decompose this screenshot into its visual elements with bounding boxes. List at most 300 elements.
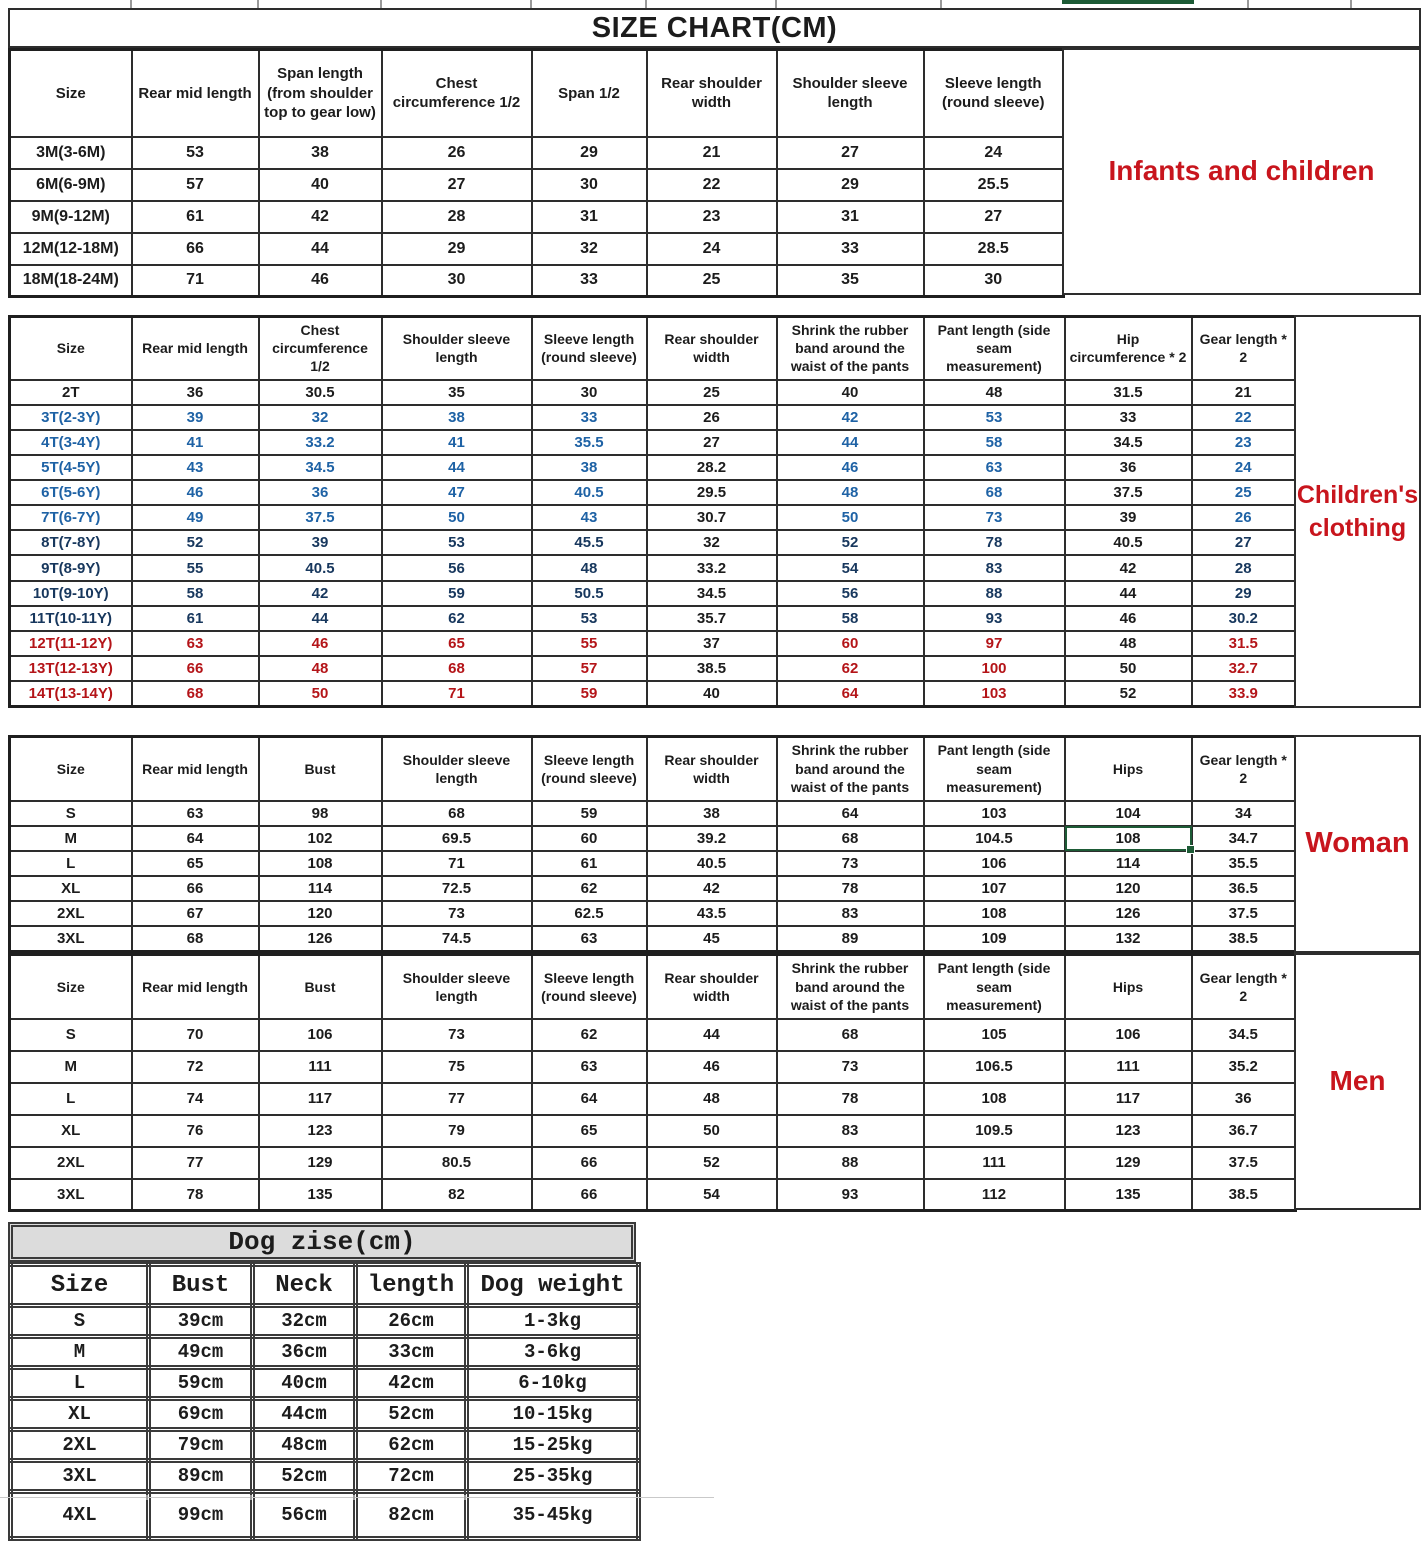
value-cell[interactable]: 129 <box>1065 1147 1192 1179</box>
value-cell[interactable]: 42 <box>259 581 382 606</box>
value-cell[interactable]: 40 <box>259 169 382 201</box>
value-cell[interactable]: 29.5 <box>647 480 777 505</box>
value-cell[interactable]: 29 <box>532 137 647 169</box>
value-cell[interactable]: 71 <box>132 265 259 297</box>
value-cell[interactable]: 30 <box>532 169 647 201</box>
value-cell[interactable]: 82cm <box>356 1492 467 1539</box>
value-cell[interactable]: 48 <box>532 555 647 580</box>
value-cell[interactable]: 28 <box>382 201 532 233</box>
value-cell[interactable]: 66 <box>132 233 259 265</box>
section-label-children[interactable]: Children's clothing <box>1294 315 1421 708</box>
value-cell[interactable]: 22 <box>647 169 777 201</box>
value-cell[interactable]: 104.5 <box>924 826 1065 851</box>
value-cell[interactable]: 40 <box>647 681 777 706</box>
value-cell[interactable]: 39 <box>1065 505 1192 530</box>
value-cell[interactable]: 43 <box>132 455 259 480</box>
value-cell[interactable]: 120 <box>259 901 382 926</box>
size-cell[interactable]: S <box>10 801 132 826</box>
value-cell[interactable]: 68 <box>132 926 259 951</box>
value-cell[interactable]: 98 <box>259 801 382 826</box>
size-cell[interactable]: L <box>10 1083 132 1115</box>
section-label-infants[interactable]: Infants and children <box>1062 48 1421 295</box>
value-cell[interactable]: 24 <box>1192 455 1296 480</box>
value-cell[interactable]: 64 <box>777 801 924 826</box>
value-cell[interactable]: 24 <box>924 137 1064 169</box>
value-cell[interactable]: 132 <box>1065 926 1192 951</box>
column-header[interactable]: Shoulder sleeve length <box>382 955 532 1019</box>
value-cell[interactable]: 78 <box>777 1083 924 1115</box>
size-cell[interactable]: M <box>10 1051 132 1083</box>
value-cell[interactable]: 58 <box>777 606 924 631</box>
value-cell[interactable]: 33.2 <box>259 430 382 455</box>
value-cell[interactable]: 59 <box>382 581 532 606</box>
value-cell[interactable]: 40.5 <box>532 480 647 505</box>
value-cell[interactable]: 50 <box>777 505 924 530</box>
value-cell[interactable]: 106 <box>924 851 1065 876</box>
value-cell[interactable]: 40.5 <box>647 851 777 876</box>
value-cell[interactable]: 64 <box>777 681 924 706</box>
column-header[interactable]: Size <box>11 1265 149 1306</box>
value-cell[interactable]: 66 <box>132 656 259 681</box>
value-cell[interactable]: 1-3kg <box>467 1306 639 1337</box>
column-header[interactable]: Shrink the rubber band around the waist of the pants <box>777 737 924 801</box>
value-cell[interactable]: 26 <box>1192 505 1296 530</box>
value-cell[interactable]: 24 <box>647 233 777 265</box>
value-cell[interactable]: 21 <box>1192 380 1296 405</box>
value-cell[interactable]: 103 <box>924 801 1065 826</box>
value-cell[interactable]: 109 <box>924 926 1065 951</box>
value-cell[interactable]: 28.2 <box>647 455 777 480</box>
value-cell[interactable]: 57 <box>132 169 259 201</box>
value-cell[interactable]: 42 <box>647 876 777 901</box>
value-cell[interactable]: 55 <box>532 631 647 656</box>
value-cell[interactable]: 82 <box>382 1179 532 1211</box>
value-cell[interactable]: 123 <box>259 1115 382 1147</box>
value-cell[interactable]: 48 <box>259 656 382 681</box>
value-cell[interactable]: 55 <box>132 555 259 580</box>
value-cell[interactable]: 30.5 <box>259 380 382 405</box>
value-cell[interactable]: 73 <box>924 505 1065 530</box>
value-cell[interactable]: 73 <box>382 901 532 926</box>
value-cell[interactable]: 62 <box>777 656 924 681</box>
size-cell[interactable]: 2T <box>10 380 132 405</box>
value-cell[interactable]: 68 <box>382 801 532 826</box>
value-cell[interactable]: 40.5 <box>259 555 382 580</box>
value-cell[interactable]: 35.5 <box>532 430 647 455</box>
value-cell[interactable]: 88 <box>924 581 1065 606</box>
column-header[interactable]: Size <box>10 737 132 801</box>
value-cell[interactable]: 48 <box>777 480 924 505</box>
value-cell[interactable]: 77 <box>382 1083 532 1115</box>
value-cell[interactable]: 106 <box>1065 1019 1192 1051</box>
value-cell[interactable]: 75 <box>382 1051 532 1083</box>
value-cell[interactable]: 36.5 <box>1192 876 1296 901</box>
value-cell[interactable]: 33 <box>532 405 647 430</box>
value-cell[interactable]: 36 <box>1065 455 1192 480</box>
column-header[interactable]: Gear length * 2 <box>1192 955 1296 1019</box>
size-cell[interactable]: 2XL <box>10 1147 132 1179</box>
value-cell[interactable]: 29 <box>777 169 924 201</box>
section-label-woman[interactable]: Woman <box>1294 735 1421 953</box>
value-cell[interactable]: 37.5 <box>259 505 382 530</box>
value-cell[interactable]: 63 <box>924 455 1065 480</box>
value-cell[interactable]: 40.5 <box>1065 530 1192 555</box>
value-cell[interactable]: 10-15kg <box>467 1399 639 1430</box>
value-cell[interactable]: 50 <box>1065 656 1192 681</box>
size-cell[interactable]: M <box>11 1337 149 1368</box>
value-cell[interactable]: 22 <box>1192 405 1296 430</box>
value-cell[interactable]: 27 <box>924 201 1064 233</box>
value-cell[interactable]: 44 <box>259 233 382 265</box>
value-cell[interactable]: 103 <box>924 681 1065 706</box>
value-cell[interactable]: 78 <box>777 876 924 901</box>
value-cell[interactable]: 44 <box>259 606 382 631</box>
value-cell[interactable]: 97 <box>924 631 1065 656</box>
value-cell[interactable]: 41 <box>132 430 259 455</box>
value-cell[interactable]: 53 <box>924 405 1065 430</box>
value-cell[interactable]: 93 <box>924 606 1065 631</box>
size-cell[interactable]: 2XL <box>10 901 132 926</box>
size-cell[interactable]: 2XL <box>11 1430 149 1461</box>
size-cell[interactable]: 7T(6-7Y) <box>10 505 132 530</box>
value-cell[interactable]: 59 <box>532 681 647 706</box>
value-cell[interactable]: 42 <box>259 201 382 233</box>
value-cell[interactable]: 35 <box>382 380 532 405</box>
column-header[interactable]: Hips <box>1065 737 1192 801</box>
value-cell[interactable]: 38.5 <box>647 656 777 681</box>
value-cell[interactable]: 35-45kg <box>467 1492 639 1539</box>
value-cell[interactable]: 65 <box>532 1115 647 1147</box>
column-header[interactable]: Bust <box>259 955 382 1019</box>
size-cell[interactable]: 14T(13-14Y) <box>10 681 132 706</box>
size-cell[interactable]: 10T(9-10Y) <box>10 581 132 606</box>
size-cell[interactable]: 12T(11-12Y) <box>10 631 132 656</box>
value-cell[interactable]: 62 <box>382 606 532 631</box>
column-header[interactable]: Gear length * 2 <box>1192 317 1296 380</box>
size-cell[interactable]: L <box>10 851 132 876</box>
column-header[interactable]: Dog weight <box>467 1265 639 1306</box>
value-cell[interactable]: 129 <box>259 1147 382 1179</box>
value-cell[interactable]: 38 <box>259 137 382 169</box>
size-cell[interactable]: XL <box>10 876 132 901</box>
size-cell[interactable]: 5T(4-5Y) <box>10 455 132 480</box>
section-label-men[interactable]: Men <box>1294 953 1421 1210</box>
size-cell[interactable]: 3XL <box>10 1179 132 1211</box>
value-cell[interactable]: 27 <box>647 430 777 455</box>
value-cell[interactable]: 46 <box>1065 606 1192 631</box>
value-cell[interactable]: 37.5 <box>1065 480 1192 505</box>
size-cell[interactable]: 9M(9-12M) <box>10 201 132 233</box>
value-cell[interactable]: 52 <box>647 1147 777 1179</box>
value-cell[interactable]: 46 <box>259 631 382 656</box>
value-cell[interactable]: 61 <box>132 201 259 233</box>
value-cell[interactable]: 39cm <box>149 1306 253 1337</box>
value-cell[interactable]: 59cm <box>149 1368 253 1399</box>
column-header[interactable]: Rear mid length <box>132 317 259 380</box>
value-cell[interactable]: 38 <box>647 801 777 826</box>
value-cell[interactable]: 60 <box>777 631 924 656</box>
value-cell[interactable]: 26 <box>382 137 532 169</box>
size-cell[interactable]: XL <box>11 1399 149 1430</box>
value-cell[interactable]: 102 <box>259 826 382 851</box>
column-header[interactable]: Shrink the rubber band around the waist of the pants <box>777 317 924 380</box>
value-cell[interactable]: 50 <box>259 681 382 706</box>
value-cell[interactable]: 27 <box>777 137 924 169</box>
value-cell[interactable]: 66 <box>532 1179 647 1211</box>
value-cell[interactable]: 15-25kg <box>467 1430 639 1461</box>
value-cell[interactable]: 77 <box>132 1147 259 1179</box>
value-cell[interactable]: 34.5 <box>1192 1019 1296 1051</box>
value-cell[interactable]: 109.5 <box>924 1115 1065 1147</box>
value-cell[interactable]: 104 <box>1065 801 1192 826</box>
value-cell[interactable]: 42 <box>1065 555 1192 580</box>
value-cell[interactable]: 33cm <box>356 1337 467 1368</box>
value-cell[interactable]: 66 <box>132 876 259 901</box>
value-cell[interactable]: 41 <box>382 430 532 455</box>
value-cell[interactable]: 46 <box>132 480 259 505</box>
column-header[interactable]: Shoulder sleeve length <box>777 50 924 137</box>
value-cell[interactable]: 44 <box>647 1019 777 1051</box>
value-cell[interactable]: 69cm <box>149 1399 253 1430</box>
size-cell[interactable]: L <box>11 1368 149 1399</box>
value-cell[interactable]: 88 <box>777 1147 924 1179</box>
value-cell[interactable]: 40cm <box>253 1368 356 1399</box>
value-cell[interactable]: 38.5 <box>1192 926 1296 951</box>
value-cell[interactable]: 45.5 <box>532 530 647 555</box>
value-cell[interactable]: 78 <box>924 530 1065 555</box>
value-cell[interactable]: 61 <box>132 606 259 631</box>
value-cell[interactable]: 46 <box>259 265 382 297</box>
value-cell[interactable]: 29 <box>1192 581 1296 606</box>
size-cell[interactable]: 12M(12-18M) <box>10 233 132 265</box>
size-cell[interactable]: 9T(8-9Y) <box>10 555 132 580</box>
value-cell[interactable]: 108 <box>259 851 382 876</box>
value-cell[interactable]: 93 <box>777 1179 924 1211</box>
value-cell[interactable]: 120 <box>1065 876 1192 901</box>
column-header[interactable]: Pant length (side seam measurement) <box>924 317 1065 380</box>
column-header[interactable]: Shoulder sleeve length <box>382 737 532 801</box>
value-cell[interactable]: 25 <box>1192 480 1296 505</box>
value-cell[interactable]: 54 <box>647 1179 777 1211</box>
value-cell[interactable]: 28 <box>1192 555 1296 580</box>
value-cell[interactable]: 31.5 <box>1192 631 1296 656</box>
value-cell[interactable]: 43 <box>532 505 647 530</box>
value-cell[interactable]: 33.2 <box>647 555 777 580</box>
column-header[interactable]: Sleeve length (round sleeve) <box>924 50 1064 137</box>
value-cell[interactable]: 42 <box>777 405 924 430</box>
value-cell[interactable]: 76 <box>132 1115 259 1147</box>
value-cell[interactable]: 48 <box>1065 631 1192 656</box>
value-cell[interactable]: 29 <box>382 233 532 265</box>
column-header[interactable]: Chest circumference 1/2 <box>259 317 382 380</box>
value-cell[interactable]: 26 <box>647 405 777 430</box>
value-cell[interactable]: 67 <box>132 901 259 926</box>
value-cell[interactable]: 30.2 <box>1192 606 1296 631</box>
value-cell[interactable]: 135 <box>1065 1179 1192 1211</box>
value-cell[interactable]: 25 <box>647 380 777 405</box>
value-cell[interactable]: 58 <box>924 430 1065 455</box>
value-cell[interactable]: 83 <box>777 901 924 926</box>
value-cell[interactable]: 53 <box>382 530 532 555</box>
column-header[interactable]: Shoulder sleeve length <box>382 317 532 380</box>
size-cell[interactable]: 13T(12-13Y) <box>10 656 132 681</box>
column-header[interactable]: Span length (from shoulder top to gear low) <box>259 50 382 137</box>
value-cell[interactable]: 57 <box>532 656 647 681</box>
value-cell[interactable]: 21 <box>647 137 777 169</box>
column-header[interactable]: Span 1/2 <box>532 50 647 137</box>
value-cell[interactable]: 48 <box>924 380 1065 405</box>
value-cell[interactable]: 23 <box>647 201 777 233</box>
value-cell[interactable]: 68 <box>777 1019 924 1051</box>
value-cell[interactable]: 61 <box>532 851 647 876</box>
value-cell[interactable]: 35.2 <box>1192 1051 1296 1083</box>
value-cell[interactable]: 111 <box>924 1147 1065 1179</box>
column-header[interactable]: Bust <box>259 737 382 801</box>
value-cell[interactable]: 45 <box>647 926 777 951</box>
value-cell[interactable]: 71 <box>382 851 532 876</box>
value-cell[interactable]: 34.7 <box>1192 826 1296 851</box>
value-cell[interactable]: 126 <box>1065 901 1192 926</box>
size-cell[interactable]: 11T(10-11Y) <box>10 606 132 631</box>
value-cell[interactable]: 30.7 <box>647 505 777 530</box>
size-cell[interactable]: S <box>10 1019 132 1051</box>
value-cell[interactable]: 33 <box>777 233 924 265</box>
value-cell[interactable]: 65 <box>382 631 532 656</box>
value-cell[interactable]: 117 <box>259 1083 382 1115</box>
value-cell[interactable]: 112 <box>924 1179 1065 1211</box>
size-cell[interactable]: M <box>10 826 132 851</box>
value-cell[interactable]: 108 <box>924 901 1065 926</box>
value-cell[interactable]: 89 <box>777 926 924 951</box>
column-header[interactable]: Size <box>10 317 132 380</box>
value-cell[interactable]: 62.5 <box>532 901 647 926</box>
value-cell[interactable]: 25-35kg <box>467 1461 639 1492</box>
value-cell[interactable]: 27 <box>1192 530 1296 555</box>
size-cell[interactable]: 4XL <box>11 1492 149 1539</box>
value-cell[interactable]: 38 <box>382 405 532 430</box>
value-cell[interactable]: 37.5 <box>1192 1147 1296 1179</box>
value-cell[interactable]: 106.5 <box>924 1051 1065 1083</box>
value-cell[interactable]: 52 <box>132 530 259 555</box>
column-header[interactable]: Chest circumference 1/2 <box>382 50 532 137</box>
value-cell[interactable]: 83 <box>777 1115 924 1147</box>
value-cell[interactable]: 34.5 <box>1065 430 1192 455</box>
value-cell[interactable]: 79cm <box>149 1430 253 1461</box>
column-header[interactable]: Gear length * 2 <box>1192 737 1296 801</box>
column-header[interactable]: Size <box>10 50 132 137</box>
value-cell[interactable]: 105 <box>924 1019 1065 1051</box>
value-cell[interactable]: 114 <box>1065 851 1192 876</box>
value-cell[interactable]: 44 <box>777 430 924 455</box>
value-cell[interactable]: 106 <box>259 1019 382 1051</box>
size-cell[interactable]: 8T(7-8Y) <box>10 530 132 555</box>
value-cell[interactable]: 135 <box>259 1179 382 1211</box>
value-cell[interactable]: 49 <box>132 505 259 530</box>
value-cell[interactable]: 34.5 <box>259 455 382 480</box>
column-header[interactable]: Sleeve length (round sleeve) <box>532 737 647 801</box>
value-cell[interactable]: 32 <box>647 530 777 555</box>
column-header[interactable]: Rear shoulder width <box>647 955 777 1019</box>
value-cell[interactable]: 36.7 <box>1192 1115 1296 1147</box>
value-cell[interactable]: 72cm <box>356 1461 467 1492</box>
value-cell[interactable]: 64 <box>132 826 259 851</box>
column-header[interactable]: Rear mid length <box>132 737 259 801</box>
value-cell[interactable]: 39.2 <box>647 826 777 851</box>
value-cell[interactable]: 49cm <box>149 1337 253 1368</box>
value-cell[interactable]: 107 <box>924 876 1065 901</box>
value-cell[interactable]: 31 <box>777 201 924 233</box>
value-cell[interactable]: 111 <box>259 1051 382 1083</box>
value-cell[interactable]: 108 <box>924 1083 1065 1115</box>
value-cell[interactable]: 44 <box>1065 581 1192 606</box>
value-cell[interactable]: 68 <box>777 826 924 851</box>
value-cell[interactable]: 32 <box>259 405 382 430</box>
value-cell[interactable]: 35.5 <box>1192 851 1296 876</box>
value-cell[interactable]: 126 <box>259 926 382 951</box>
value-cell[interactable]: 56 <box>382 555 532 580</box>
size-cell[interactable]: 3M(3-6M) <box>10 137 132 169</box>
value-cell[interactable]: 36 <box>259 480 382 505</box>
value-cell[interactable]: 69.5 <box>382 826 532 851</box>
value-cell[interactable]: 32 <box>532 233 647 265</box>
value-cell[interactable]: 39 <box>259 530 382 555</box>
value-cell[interactable]: 63 <box>132 631 259 656</box>
value-cell[interactable]: 62 <box>532 1019 647 1051</box>
value-cell[interactable]: 44 <box>382 455 532 480</box>
value-cell[interactable]: 52cm <box>356 1399 467 1430</box>
value-cell[interactable]: 47 <box>382 480 532 505</box>
value-cell[interactable]: 52 <box>1065 681 1192 706</box>
value-cell[interactable]: 78 <box>132 1179 259 1211</box>
value-cell[interactable]: 30 <box>382 265 532 297</box>
size-cell[interactable]: 3XL <box>10 926 132 951</box>
column-header[interactable]: Hip circumference * 2 <box>1065 317 1192 380</box>
value-cell[interactable]: 60 <box>532 826 647 851</box>
value-cell[interactable]: 53 <box>532 606 647 631</box>
size-cell[interactable]: 4T(3-4Y) <box>10 430 132 455</box>
value-cell[interactable]: 70 <box>132 1019 259 1051</box>
value-cell[interactable]: 73 <box>777 851 924 876</box>
value-cell[interactable]: 52 <box>777 530 924 555</box>
value-cell[interactable]: 58 <box>132 581 259 606</box>
value-cell[interactable]: 123 <box>1065 1115 1192 1147</box>
column-header[interactable]: Bust <box>149 1265 253 1306</box>
value-cell[interactable]: 68 <box>382 656 532 681</box>
size-cell[interactable]: 18M(18-24M) <box>10 265 132 297</box>
value-cell[interactable]: 80.5 <box>382 1147 532 1179</box>
value-cell[interactable]: 25 <box>647 265 777 297</box>
value-cell[interactable]: 46 <box>777 455 924 480</box>
value-cell[interactable]: 56cm <box>253 1492 356 1539</box>
value-cell[interactable]: 52cm <box>253 1461 356 1492</box>
value-cell[interactable]: 32.7 <box>1192 656 1296 681</box>
value-cell[interactable]: 38.5 <box>1192 1179 1296 1211</box>
size-cell[interactable]: 3XL <box>11 1461 149 1492</box>
value-cell[interactable]: 36 <box>132 380 259 405</box>
value-cell[interactable]: 68 <box>132 681 259 706</box>
value-cell[interactable]: 72 <box>132 1051 259 1083</box>
value-cell[interactable]: 63 <box>132 801 259 826</box>
value-cell[interactable]: 48 <box>647 1083 777 1115</box>
column-header[interactable]: length <box>356 1265 467 1306</box>
value-cell[interactable]: 31.5 <box>1065 380 1192 405</box>
column-header[interactable]: Hips <box>1065 955 1192 1019</box>
value-cell[interactable]: 54 <box>777 555 924 580</box>
value-cell[interactable]: 30 <box>532 380 647 405</box>
value-cell[interactable]: 64 <box>532 1083 647 1115</box>
value-cell[interactable]: 99cm <box>149 1492 253 1539</box>
value-cell[interactable]: 100 <box>924 656 1065 681</box>
